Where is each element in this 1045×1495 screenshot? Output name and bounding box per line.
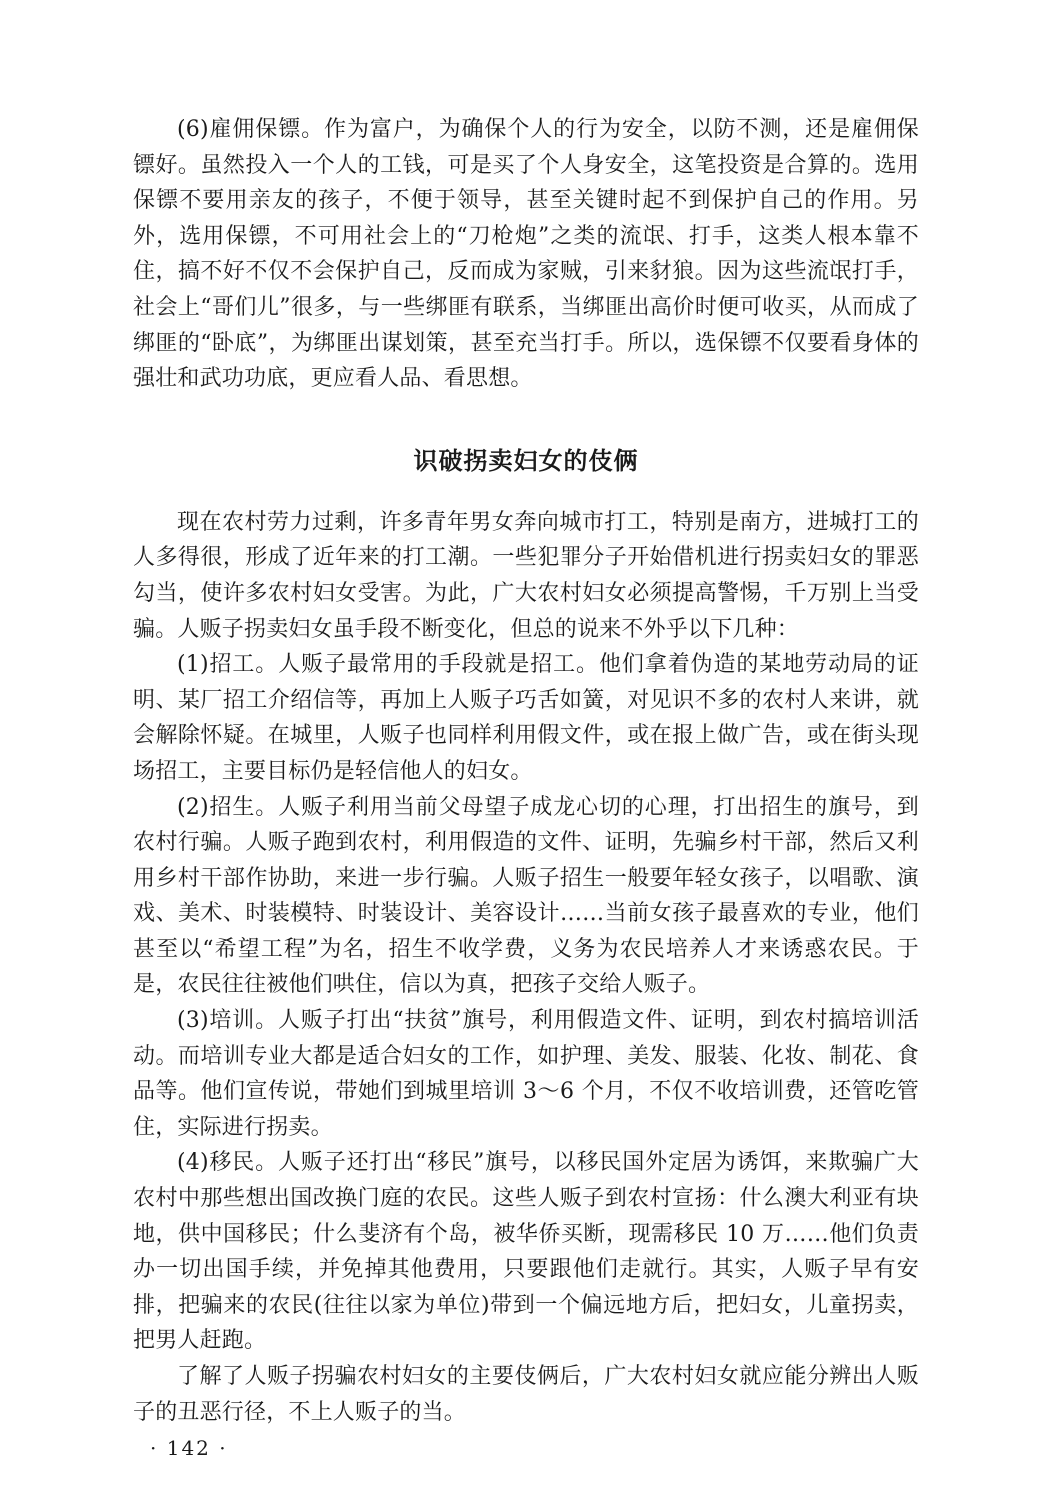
section-heading: 识破拐卖妇女的伎俩 [413,446,639,475]
page-number: · 142 · [150,1436,228,1460]
page-body [133,112,919,1430]
paragraph-recruit-workers: (1)招工。人贩子最常用的手段就是招工。他们拿着伪造的某地劳动局的证明、某厂招工介绍信等，再加上人贩子巧舌如簧，对见识不多的农村人来讲，就会解除怀疑。在城里，人贩子也同样利用假文件，或在报上做广告，或在街头现场招工，主要目标仍是轻信他人的妇女。 [133,652,919,784]
paragraph-conclusion: 了解了人贩子拐骗农村妇女的主要伎俩后，广大农村妇女就应能分辨出人贩子的丑恶行径，不上人贩子的当。 [133,1364,919,1425]
paragraph-emigration: (4)移民。人贩子还打出“移民”旗号，以移民国外定居为诱饵，来欺骗广大农村中那些想出国改换门庭的农民。这些人贩子到农村宣扬：什么澳大利亚有块地，供中国移民；什么斐济有个岛，被华侨买断，现需移民 10 万……他们负责办一切出国手续，并免掉其他费用，只要跟他们走就行。其实，人贩子早有安排，把骗来的农民(往往以家为单位)带到一个偏远地方后，把妇女，儿童拐卖，把男人赶跑。 [133,1150,919,1354]
paragraph-intro: 现在农村劳力过剩，许多青年男女奔向城市打工，特别是南方，进城打工的人多得很，形成了近年来的打工潮。一些犯罪分子开始借机进行拐卖妇女的罪恶勾当，使许多农村妇女受害。为此，广大农村妇女必须提高警惕，千万别上当受骗。人贩子拐卖妇女虽手段不断变化，但总的说来不外乎以下几种： [133,509,919,642]
paragraph-hire-bodyguard: (6)雇佣保镖。作为富户，为确保个人的行为安全，以防不测，还是雇佣保镖好。虽然投入一个人的工钱，可是买了个人身安全，这笔投资是合算的。选用保镖不要用亲友的孩子，不便于领导，甚至关键时起不到保护自己的作用。另外，选用保镖，不可用社会上的“刀枪炮”之类的流氓、打手，这类人根本靠不住，搞不好不仅不会保护自己，反而成为家贼，引来豺狼。因为这些流氓打手，社会上“哥们儿”很多，与一些绑匪有联系，当绑匪出高价时便可收买，从而成了绑匪的“卧底”，为绑匪出谋划策，甚至充当打手。所以，选保镖不仅要看身体的强壮和武功功底，更应看人品、看思想。 [133,117,919,392]
paragraph-training: (3)培训。人贩子打出“扶贫”旗号，利用假造文件、证明，到农村搞培训活动。而培训专业大都是适合妇女的工作，如护理、美发、服装、化妆、制花、食品等。他们宣传说，带她们到城里培训 3～6 个月，不仅不收培训费，还管吃管住，实际进行拐卖。 [133,1008,919,1140]
paragraph-recruit-students: (2)招生。人贩子利用当前父母望子成龙心切的心理，打出招生的旗号，到农村行骗。人贩子跑到农村，利用假造的文件、证明，先骗乡村干部，然后又利用乡村干部作协助，来进一步行骗。人贩子招生一般要年轻女孩子，以唱歌、演戏、美术、时装模特、时装设计、美容设计……当前女孩子最喜欢的专业，他们甚至以“希望工程”为名，招生不收学费，义务为农民培养人才来诱惑农民。于是，农民往往被他们哄住，信以为真，把孩子交给人贩子。 [133,794,919,998]
